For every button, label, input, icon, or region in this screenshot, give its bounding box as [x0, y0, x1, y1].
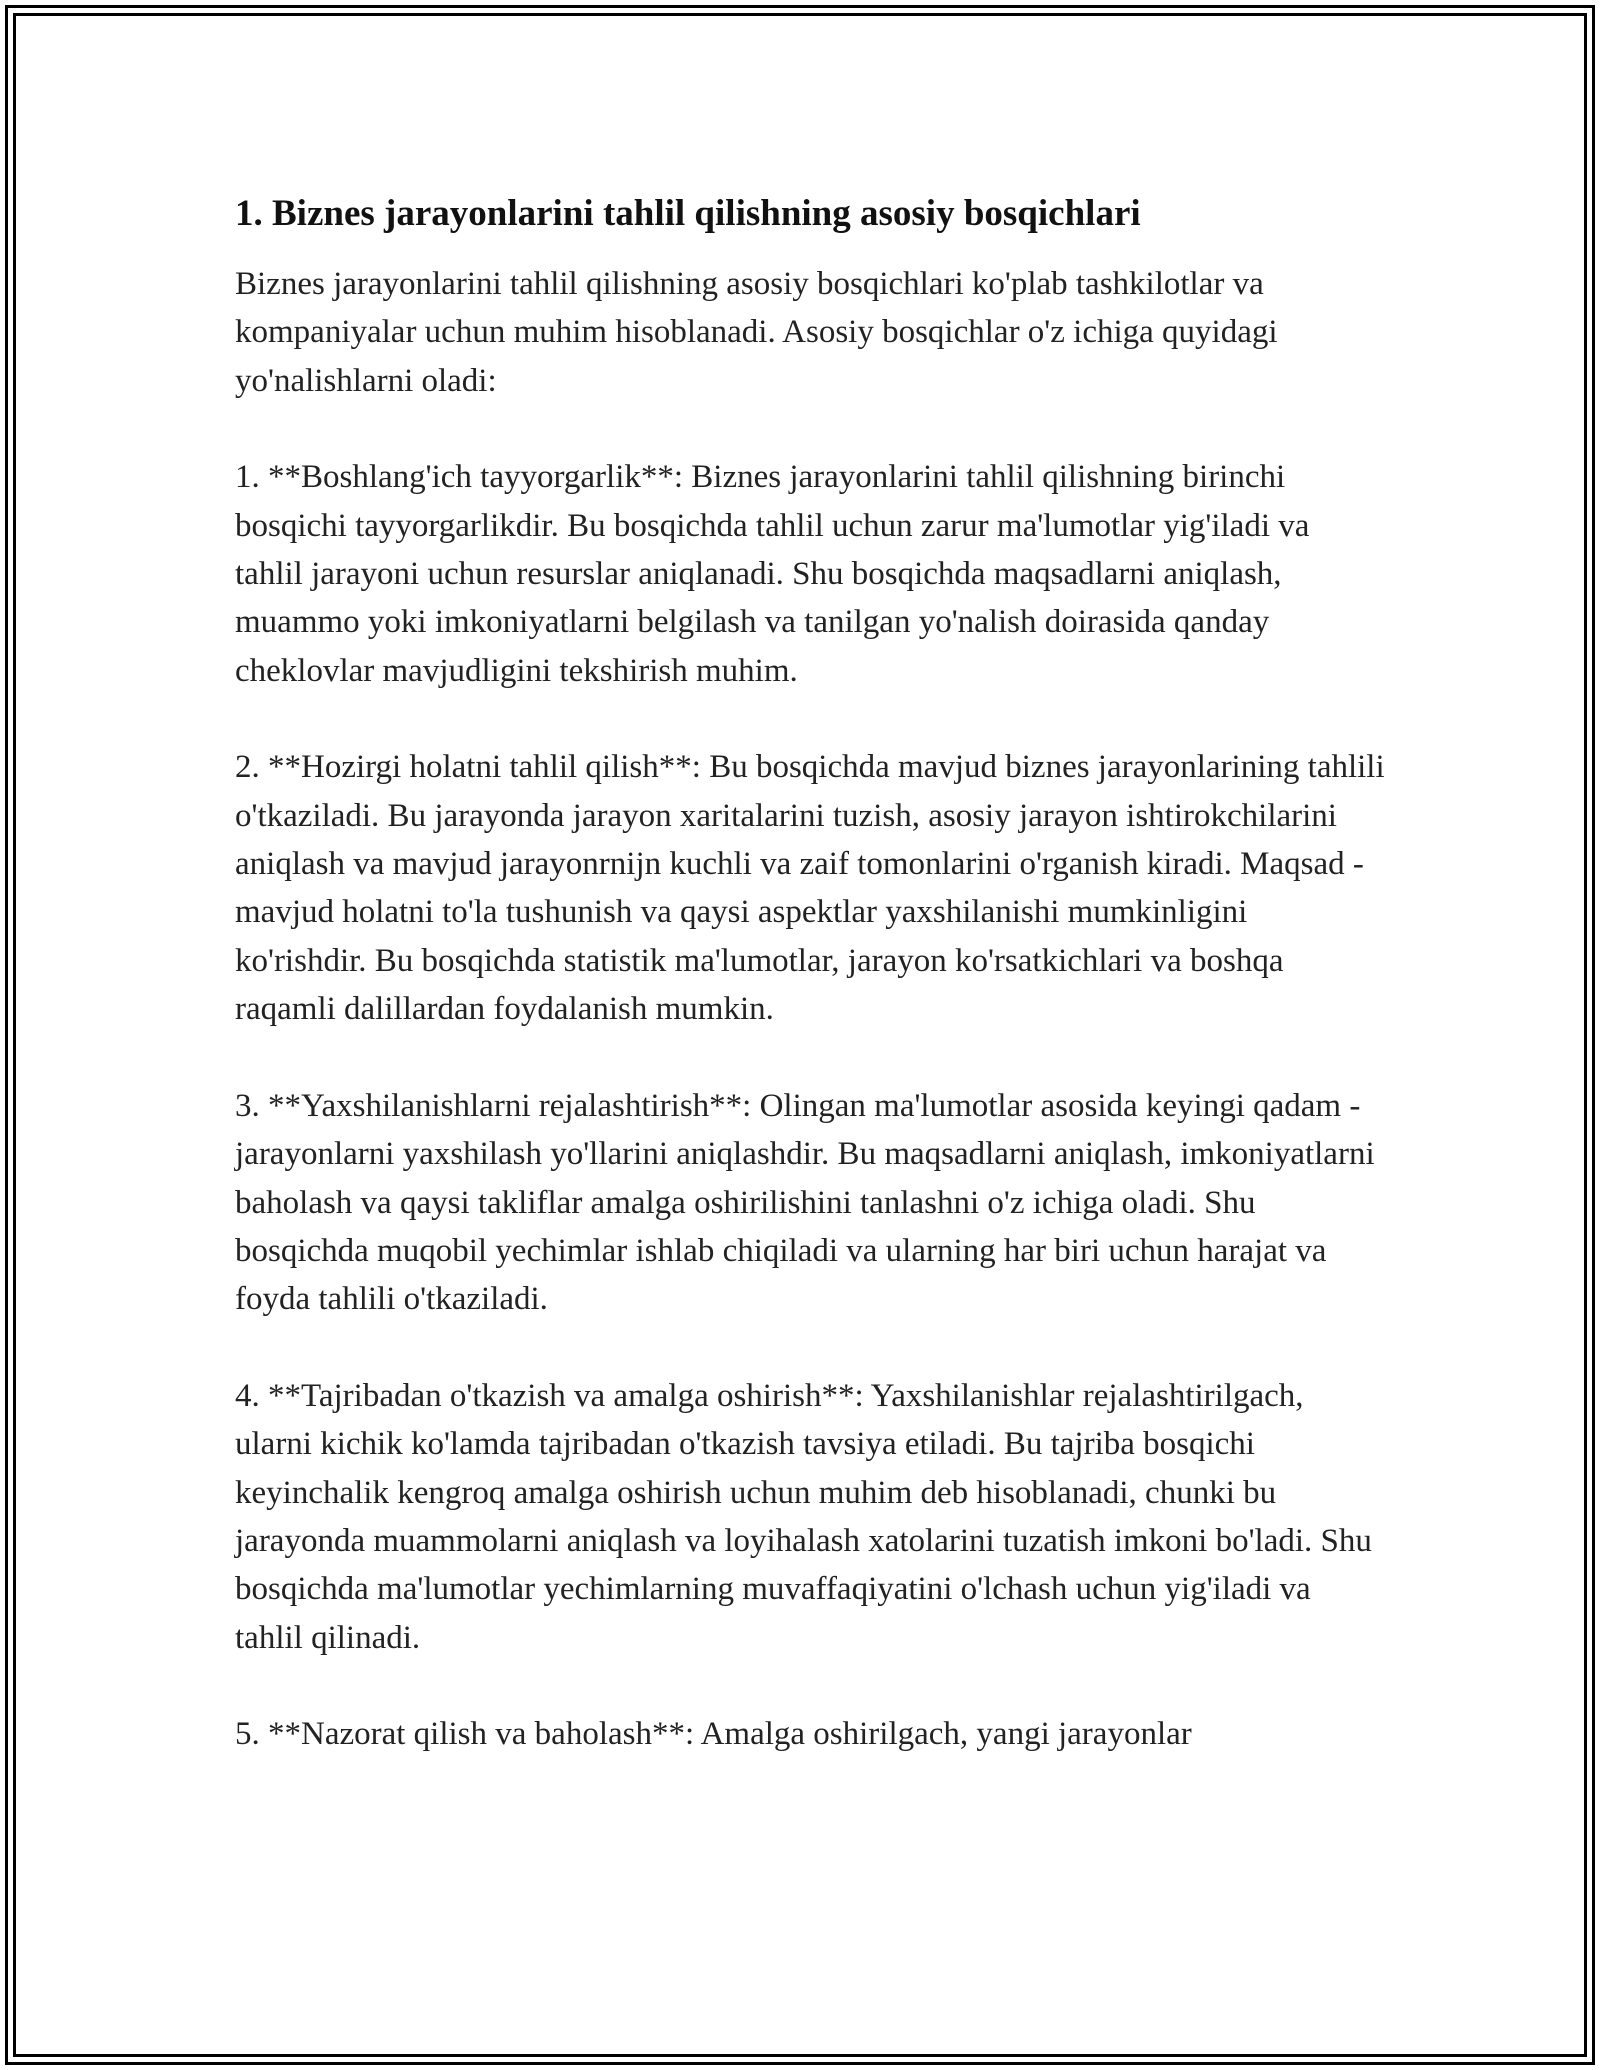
list-item: 5. **Nazorat qilish va baholash**: Amalga oshirilgach, yangi jarayonlar [235, 1716, 1192, 1753]
list-item: 3. **Yaxshilanishlarni rejalashtirish**: Olingan ma'lumotlar asosida keyingi qadam - jarayonlarni yaxshilash yo'llarini aniqlashdir. Bu maqsadlarni aniqlash, imkoniyatlarni baholash va qaysi takliflar amalga oshirilishini tanlashni o'z ichiga oladi. Shu bosqichda muqobil yechimlar ishlab chiqiladi va ularning har biri uchun harajat va foyda tahlili o'tkaziladi. [235, 1087, 1375, 1318]
document-body [235, 186, 1385, 1759]
list-item: 2. **Hozirgi holatni tahlil qilish**: Bu bosqichda mavjud biznes jarayonlarining tahlili o'tkaziladi. Bu jarayonda jarayon xaritalarini tuzish, asosiy jarayon ishtirokchilarini aniqlash va mavjud jarayonrnijn kuchli va zaif tomonlarini o'rganish kiradi. Maqsad - mavjud holatni to'la tushunish va qaysi aspektlar yaxshilanishi mumkinligini ko'rishdir. Bu bosqichda statistik ma'lumotlar, jarayon ko'rsatkichlari va boshqa raqamli dalillardan foydalanish mumkin. [235, 749, 1385, 1028]
intro-paragraph: Biznes jarayonlarini tahlil qilishning asosiy bosqichlari ko'plab tashkilotlar va kompaniyalar uchun muhim hisoblanadi. Asosiy bosqichlar o'z ichiga quyidagi yo'nalishlarni oladi: [235, 266, 1278, 399]
document-title: 1. Biznes jarayonlarini tahlil qilishning asosiy bosqichlari [235, 193, 1141, 234]
list-item: 4. **Tajribadan o'tkazish va amalga oshirish**: Yaxshilanishlar rejalashtirilgach, ularni kichik ko'lamda tajribadan o'tkazish tavsiya etiladi. Bu tajriba bosqichi keyinchalik kengroq amalga oshirish uchun muhim deb hisoblanadi, chunki bu jarayonda muammolarni aniqlash va loyihalash xatolarini tuzatish imkoni bo'ladi. Shu bosqichda ma'lumotlar yechimlarning muvaffaqiyatini o'lchash uchun yig'iladi va tahlil qilinadi. [235, 1377, 1372, 1656]
list-item: 1. **Boshlang'ich tayyorgarlik**: Biznes jarayonlarini tahlil qilishning birinchi bosqichi tayyorgarlikdir. Bu bosqichda tahlil uchun zarur ma'lumotlar yig'iladi va tahlil jarayoni uchun resurslar aniqlanadi. Shu bosqichda maqsadlarni aniqlash, muammo yoki imkoniyatlarni belgilash va tanilgan yo'nalish doirasida qanday cheklovlar mavjudligini tekshirish muhim. [235, 459, 1310, 689]
